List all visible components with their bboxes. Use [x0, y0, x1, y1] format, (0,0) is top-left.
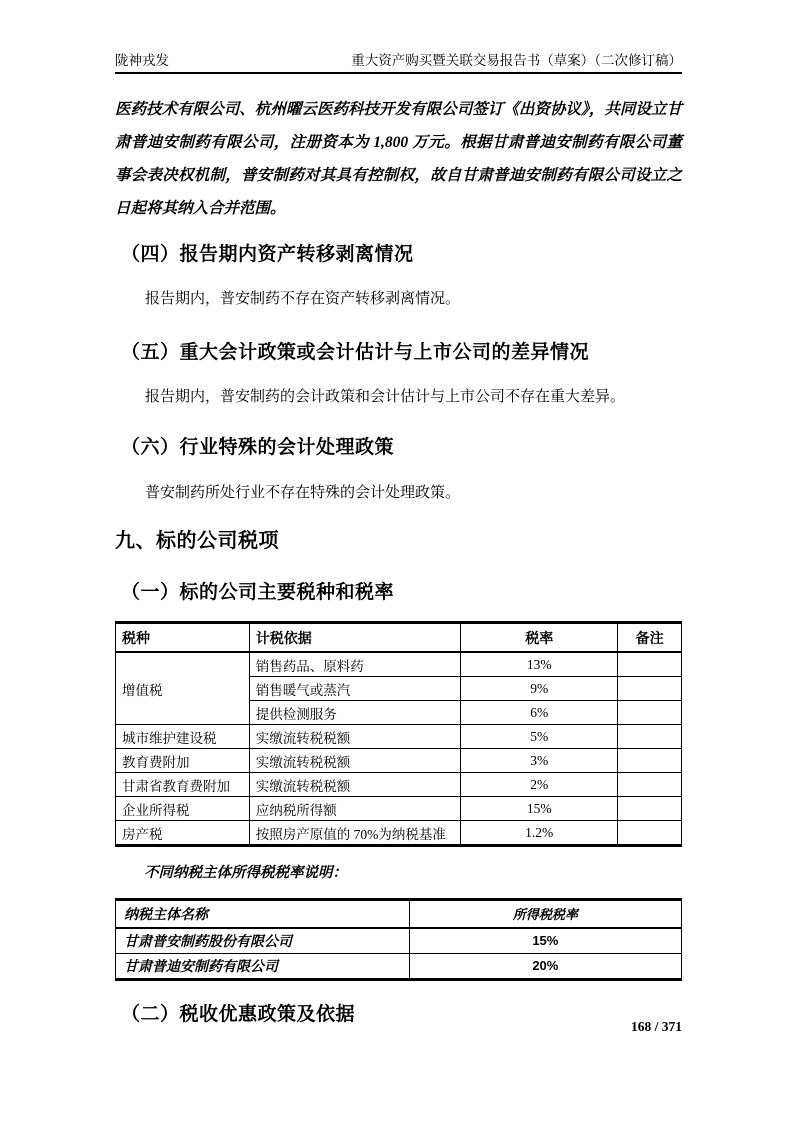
rate-cell: 20% — [409, 953, 681, 979]
rate-cell: 1.2% — [461, 821, 618, 846]
note-cell — [618, 797, 682, 821]
rate-cell: 9% — [461, 677, 618, 701]
section-6-paragraph: 普安制药所处行业不存在特殊的会计处理政策。 — [145, 485, 461, 501]
tax-cell: 房产税 — [116, 821, 250, 846]
tax-cell: 教育费附加 — [116, 749, 250, 773]
table-header-row — [116, 899, 682, 928]
note-cell — [618, 725, 682, 749]
note-cell — [618, 652, 682, 677]
subsection-1-heading: （一）标的公司主要税种和税率 — [121, 582, 395, 603]
table-row — [116, 953, 682, 979]
income-tax-rate-table — [115, 898, 682, 981]
table-row — [116, 797, 682, 821]
entity-cell: 甘肃普迪安制药有限公司 — [116, 953, 410, 979]
basis-cell: 按照房产原值的 70%为纳税基准 — [249, 821, 460, 846]
section-4-heading: （四）报告期内资产转移剥离情况 — [121, 244, 414, 265]
table-row — [116, 725, 682, 749]
section-5-heading: （五）重大会计政策或会计估计与上市公司的差异情况 — [121, 342, 590, 363]
section-5-paragraph: 报告期内，普安制药的会计政策和会计估计与上市公司不存在重大差异。 — [145, 389, 626, 405]
income-tax-note: 不同纳税主体所得税税率说明： — [144, 865, 347, 881]
note-cell — [618, 677, 682, 701]
basis-cell: 销售药品、原料药 — [249, 652, 460, 677]
section-6-heading: （六）行业特殊的会计处理政策 — [121, 437, 395, 458]
col-header-rate: 税率 — [461, 623, 618, 653]
col-header-income-rate: 所得税税率 — [409, 899, 681, 928]
tax-cell: 企业所得税 — [116, 797, 250, 821]
col-header-tax: 税种 — [116, 623, 250, 653]
chapter-9-heading: 九、标的公司税项 — [115, 530, 279, 552]
rate-cell: 2% — [461, 773, 618, 797]
rate-cell: 15% — [461, 797, 618, 821]
col-header-note: 备注 — [618, 623, 682, 653]
table-row — [116, 821, 682, 846]
section-4-paragraph: 报告期内，普安制药不存在资产转移剥离情况。 — [145, 291, 461, 307]
rate-cell: 13% — [461, 652, 618, 677]
col-header-entity: 纳税主体名称 — [116, 899, 410, 928]
tax-cell: 城市维护建设税 — [116, 725, 250, 749]
table-row — [116, 928, 682, 954]
rate-cell: 5% — [461, 725, 618, 749]
basis-cell: 实缴流转税税额 — [249, 773, 460, 797]
rate-cell: 6% — [461, 701, 618, 725]
rate-cell: 3% — [461, 749, 618, 773]
note-cell — [618, 773, 682, 797]
rate-cell: 15% — [409, 928, 681, 954]
basis-cell: 应纳税所得额 — [249, 797, 460, 821]
table-row — [116, 652, 682, 677]
tax-cell: 甘肃省教育费附加 — [116, 773, 250, 797]
basis-cell: 实缴流转税税额 — [249, 725, 460, 749]
basis-cell: 销售暖气或蒸汽 — [249, 677, 460, 701]
header-full-title: 重大资产购买暨关联交易报告书（草案）（二次修订稿） — [351, 53, 682, 68]
entity-cell: 甘肃普安制药股份有限公司 — [116, 928, 410, 954]
running-header — [115, 0, 682, 74]
basis-cell: 实缴流转税税额 — [249, 749, 460, 773]
table-header-row — [116, 623, 682, 653]
col-header-basis: 计税依据 — [249, 623, 460, 653]
note-cell — [618, 821, 682, 846]
note-cell — [618, 749, 682, 773]
subsection-2-heading: （二）税收优惠政策及依据 — [121, 1003, 356, 1025]
note-cell — [618, 701, 682, 725]
tax-cell: 增值税 — [116, 652, 250, 725]
intro-paragraph: 医药技术有限公司、杭州曜云医药科技开发有限公司签订《出资协议》，共同设立甘肃普迪安制药有限公司，注册资本为 1,800 万元。根据甘肃普迪安制药有限公司董事会表决权机制，普安制药对其具有控制权，故自甘肃普迪安制药有限公司设立之日起将其纳入合并范围。 — [115, 101, 682, 217]
table-row — [116, 773, 682, 797]
page-number: 168 / 371 — [630, 1019, 682, 1034]
header-short-title: 陇神戎发 — [115, 53, 169, 68]
table-row — [116, 749, 682, 773]
basis-cell: 提供检测服务 — [249, 701, 460, 725]
main-tax-rate-table — [115, 621, 682, 847]
